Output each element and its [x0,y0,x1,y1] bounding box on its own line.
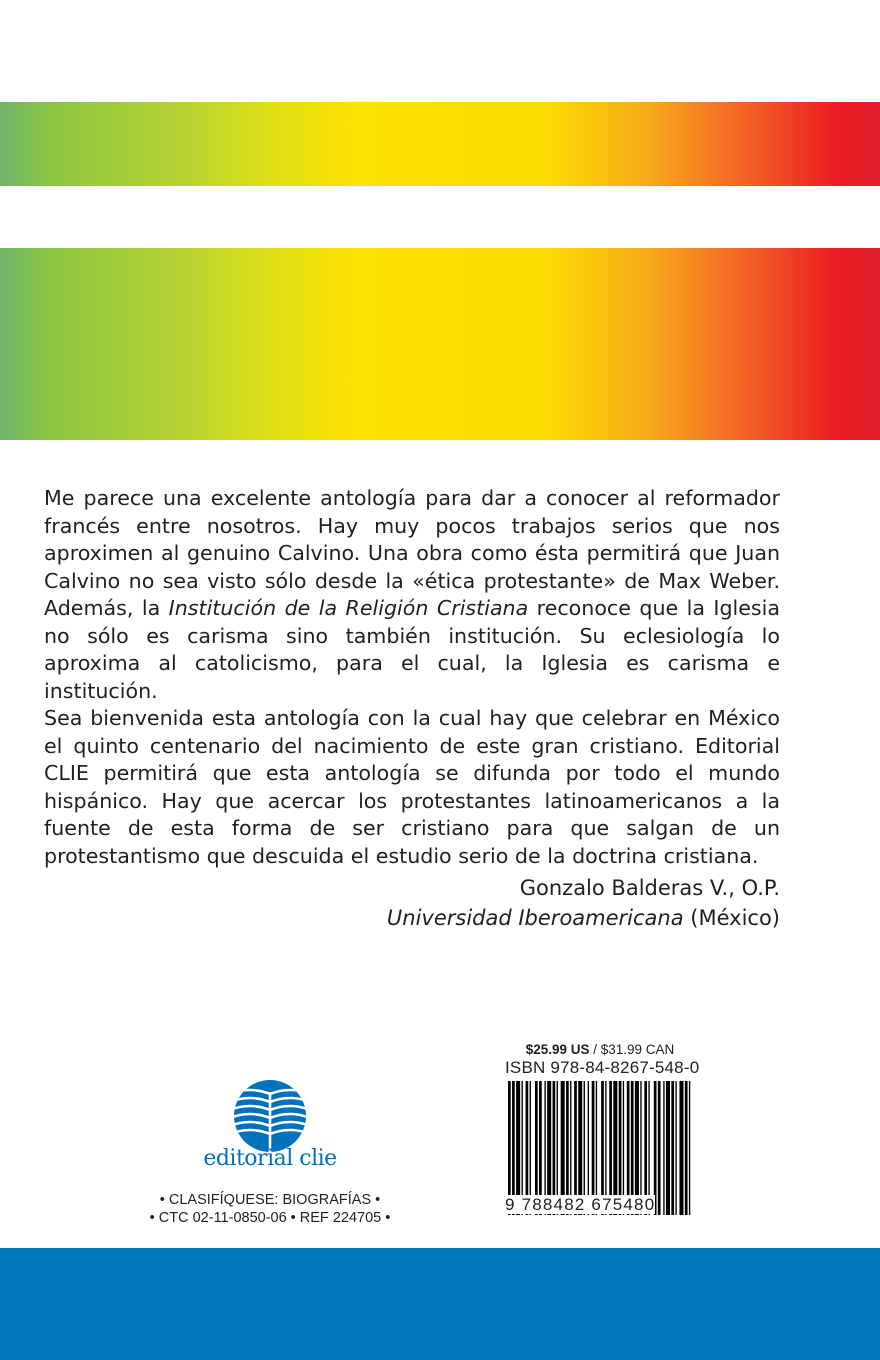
back-cover-blurb [44,485,780,870]
barcode-digits: 9 788482 675480 [505,1195,656,1214]
publisher-logo-text: editorial clie [203,1146,337,1171]
price-label: $25.99 US / $31.99 CAN [525,1042,675,1057]
catalog-ref-line: • CTC 02-11-0850-06 • REF 224705 • [149,1210,391,1226]
blurb-paragraph-2: Sea bienvenida esta antología con la cual hay que celebrar en México el quinto centenario del nacimiento de este gran cristiano. Editorial CLIE permitirá que esta antología se difunda por todo el mundo hispánico. Hay que acercar los protestantes latinoamericanos a la fuente de esta forma de ser cristiano para que salgan de un protestantismo que descuida el estudio serio de la doctrina cristiana. [44,706,780,868]
signature-institution: Universidad Iberoamericana (México) [386,906,780,930]
blurb-paragraph-1: Me parece una excelente antología para dar a conocer al reformador francés entre nosotros. Hay muy pocos trabajos serios que nos aproximen al genuino Calvino. Una obra como ésta permitirá que Juan Calvino no sea visto sólo desde la «ética protestante» de Max Weber. Además, la Institución de la Religión Cristiana reconoce que la Iglesia no sólo es carisma sino también institución. Su eclesiología lo aproxima al catolicismo, para el cual, la Iglesia es carisma e institución. [44,486,780,703]
gradient-band-large [0,248,880,440]
signature-name: Gonzalo Balderas V., O.P. [519,876,780,900]
book-title-italic: Institución de la Religión Cristiana [168,596,529,620]
gradient-band-top [0,102,880,186]
isbn-label: ISBN 978-84-8267-548-0 [505,1058,700,1077]
bottom-color-bar [0,1248,880,1360]
classification-line: • CLASIFÍQUESE: BIOGRAFÍAS • [159,1192,381,1208]
